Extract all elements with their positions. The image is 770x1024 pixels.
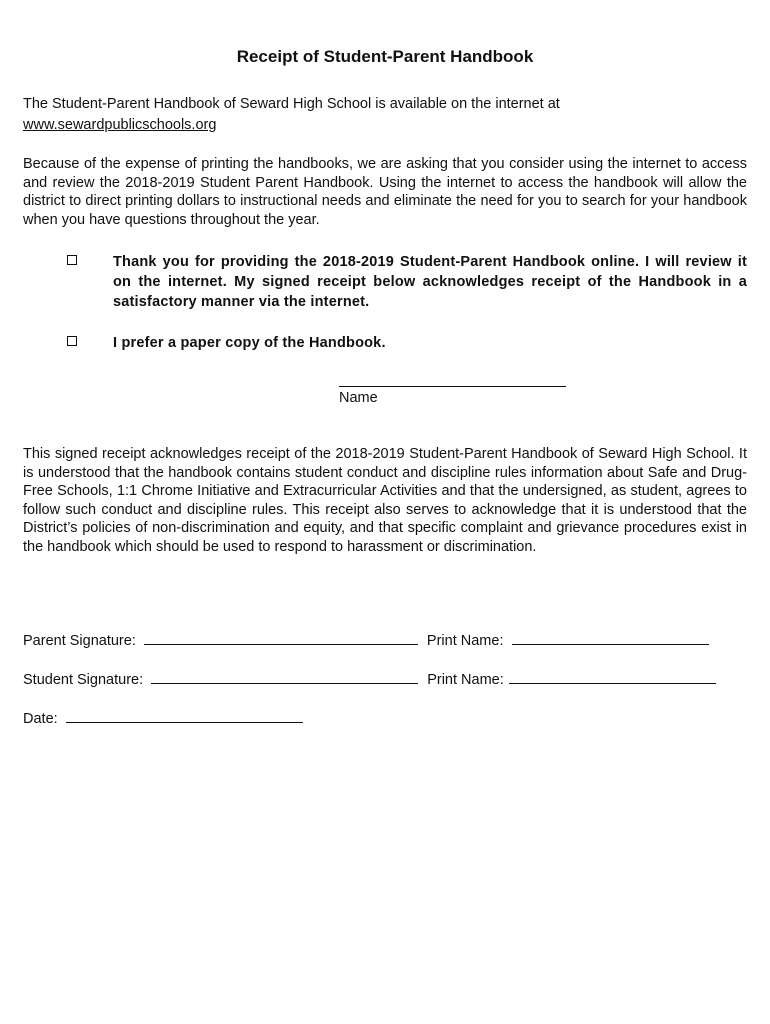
expense-paragraph: Because of the expense of printing the handbooks, we are asking that you consider using the internet to access and review the 2018-2019 Student Parent Handbook. Using the internet to access the handbook will allow the district to direct printing dollars to instructional needs and eliminate the need for you to search for your handbook when you have questions throughout the year. [23, 156, 747, 228]
student-print-name-label: Print Name: [427, 672, 504, 688]
checkbox-paper[interactable] [67, 336, 77, 346]
student-print-name-line[interactable] [509, 669, 716, 684]
student-signature-label: Student Signature: [23, 672, 144, 688]
option-paper-label: I prefer a paper copy of the Handbook. [113, 335, 386, 351]
parent-print-name-label: Print Name: [426, 633, 504, 649]
intro-block [23, 94, 747, 136]
date-line[interactable] [66, 708, 303, 723]
page-title: Receipt of Student-Parent Handbook [236, 47, 534, 66]
website-link[interactable]: www.sewardpublicschools.org [23, 117, 217, 133]
checkbox-online[interactable] [67, 255, 77, 265]
name-field-block [339, 372, 569, 406]
intro-text: The Student-Parent Handbook of Seward High School is available on the internet at [23, 96, 560, 112]
name-field-line[interactable] [339, 372, 566, 387]
parent-print-name-line[interactable] [512, 630, 709, 645]
receipt-paragraph: This signed receipt acknowledges receipt of the 2018-2019 Student-Parent Handbook of Seward High School. It is understood that the handbook contains student conduct and discipline rules information about Safe and Drug-Free Schools, 1:1 Chrome Initiative and Extracurricular Activities and that the undersigned, as student, agrees to follow such conduct and discipline rules. This receipt also serves to acknowledge that it is understood that the District’s policies of non-discrimination and equity, and that specific complaint and grievance procedures exist in the handbook which should be used to respond to harassment or discrimination. [23, 446, 747, 555]
name-label: Name [339, 390, 378, 406]
student-signature-row [23, 669, 716, 689]
option-online-label: Thank you for providing the 2018-2019 Student-Parent Handbook online. I will review it on the internet. My signed receipt below acknowledges receipt of the Handbook in a satisfactory manner via the internet. [113, 254, 747, 310]
parent-signature-row [23, 630, 709, 650]
date-row [23, 708, 303, 728]
parent-signature-label: Parent Signature: [23, 633, 136, 649]
student-signature-line[interactable] [151, 669, 418, 684]
date-label: Date: [23, 711, 58, 727]
parent-signature-line[interactable] [144, 630, 418, 645]
